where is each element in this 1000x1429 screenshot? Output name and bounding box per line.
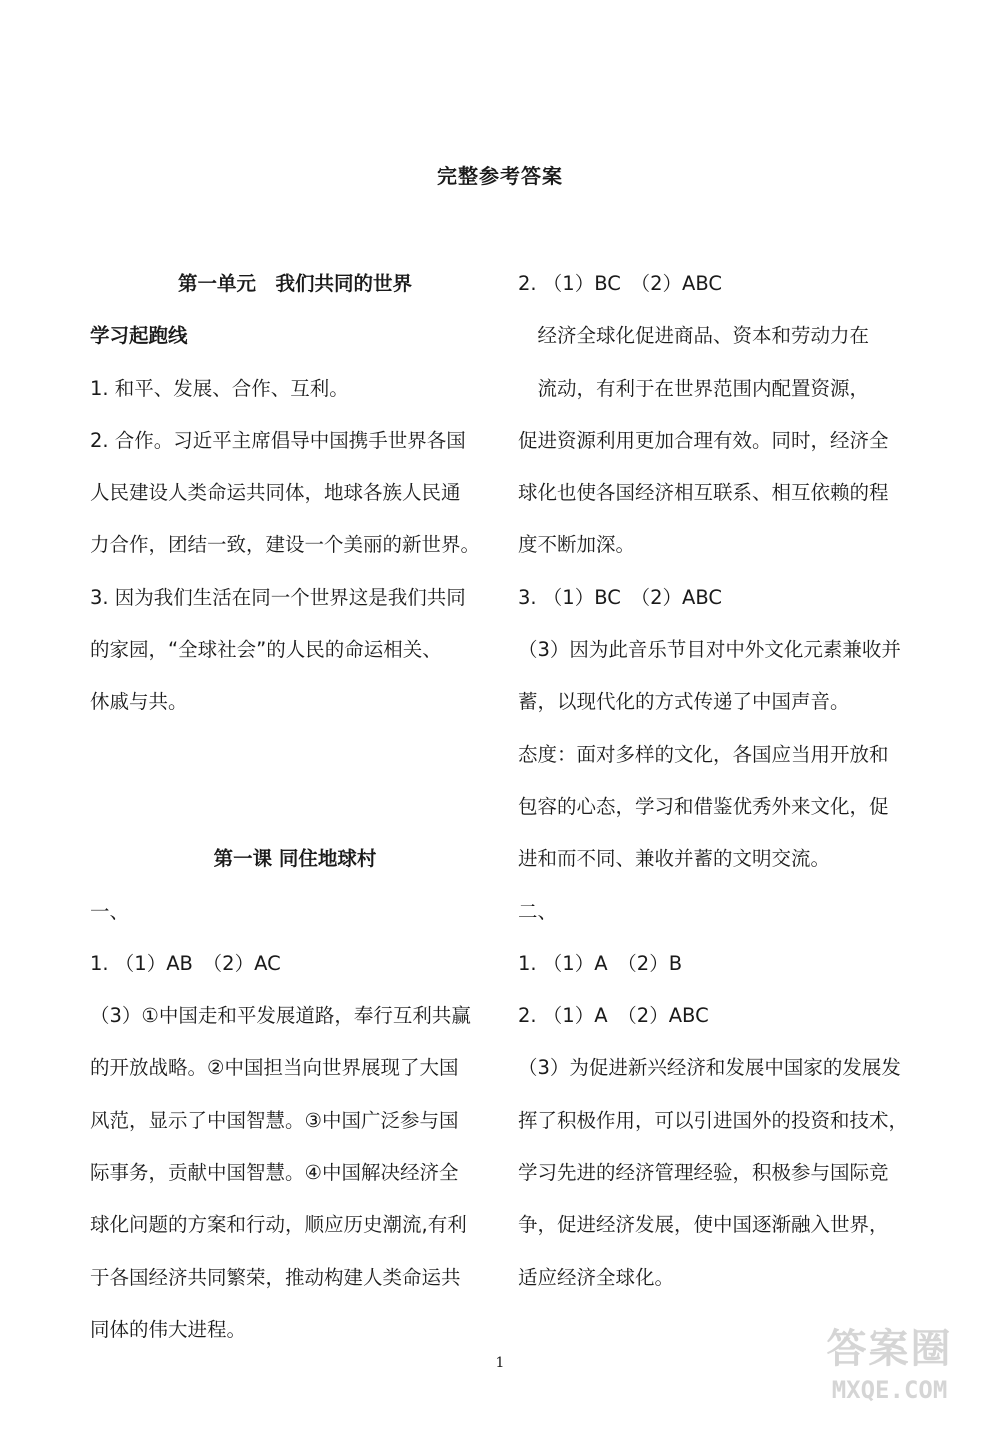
text-line: 一、 xyxy=(90,899,130,923)
text-line: 2. （1）A （2）ABC xyxy=(518,1004,709,1028)
text-line: 争，促进经济发展，使中国逐渐融入世界， xyxy=(518,1213,889,1237)
text-line: 2. （1）BC （2）ABC xyxy=(518,272,723,295)
text-line: 流动，有利于在世界范围内配置资源， xyxy=(518,376,870,400)
unit-heading: 第一单元 我们共同的世界 xyxy=(177,272,412,295)
text-line: 的开放战略。②中国担当向世界展现了大国 xyxy=(90,1056,459,1080)
text-line: 1. （1）A （2）B xyxy=(518,951,683,975)
text-line: 于各国经济共同繁荣，推动构建人类命运共 xyxy=(90,1265,461,1289)
text-line: 1. 和平、发展、合作、互利。 xyxy=(90,376,349,400)
text-line: 度不断加深。 xyxy=(518,533,636,557)
text-line: 学习先进的经济管理经验，积极参与国际竞 xyxy=(518,1161,889,1185)
text-line: 适应经济全球化。 xyxy=(518,1265,675,1289)
text-line: 休戚与共。 xyxy=(90,690,188,714)
right-column xyxy=(518,258,918,1304)
blank-line xyxy=(90,781,490,833)
text-line: 的家园，“全球社会”的人民的命运相关、 xyxy=(90,638,442,662)
text-line: 力合作，团结一致，建设一个美丽的新世界。 xyxy=(90,533,481,557)
text-line: 际事务，贡献中国智慧。④中国解决经济全 xyxy=(90,1161,459,1185)
text-line: 挥了积极作用，可以引进国外的投资和技术， xyxy=(518,1108,909,1132)
lesson-heading: 第一课 同住地球村 xyxy=(213,847,377,871)
text-line: （3）为促进新兴经济和发展中国家的发展发 xyxy=(518,1056,901,1080)
text-line: （3）①中国走和平发展道路，奉行互利共赢 xyxy=(90,1004,471,1028)
text-line: （3）因为此音乐节目对中外文化元素兼收并 xyxy=(518,638,901,662)
text-line: 球化也使各国经济相互联系、相互依赖的程 xyxy=(518,481,889,505)
text-line: 风范，显示了中国智慧。③中国广泛参与国 xyxy=(90,1108,459,1132)
text-line: 1. （1）AB （2）AC xyxy=(90,951,281,975)
text-line: 同体的伟大进程。 xyxy=(90,1317,247,1341)
text-line: 包容的心态，学习和借鉴优秀外来文化，促 xyxy=(518,794,889,818)
text-line: 进和而不同、兼收并蓄的文明交流。 xyxy=(518,847,831,871)
text-line: 3. （1）BC （2）ABC xyxy=(518,585,723,609)
page-title: 完整参考答案 xyxy=(437,164,563,188)
left-column xyxy=(90,258,490,1356)
watermark-title: 答案圈 xyxy=(826,1326,953,1372)
section-heading: 学习起跑线 xyxy=(90,324,188,348)
text-line: 二、 xyxy=(518,899,558,923)
text-line: 人民建设人类命运共同体，地球各族人民通 xyxy=(90,481,461,505)
watermark-logo xyxy=(797,1324,982,1419)
text-line: 经济全球化促进商品、资本和劳动力在 xyxy=(518,324,870,348)
text-line: 态度：面对多样的文化，各国应当用开放和 xyxy=(518,742,889,766)
watermark-url: MXQE.COM xyxy=(831,1376,948,1404)
text-line: 蓄，以现代化的方式传递了中国声音。 xyxy=(518,690,850,714)
text-line: 球化问题的方案和行动，顺应历史潮流,有利 xyxy=(90,1213,467,1237)
text-line: 3. 因为我们生活在同一个世界这是我们共同 xyxy=(90,585,466,609)
page-number: 1 xyxy=(495,1355,505,1371)
text-line: 促进资源利用更加合理有效。同时，经济全 xyxy=(518,428,889,452)
text-line: 2. 合作。习近平主席倡导中国携手世界各国 xyxy=(90,428,466,452)
blank-line xyxy=(90,729,490,781)
